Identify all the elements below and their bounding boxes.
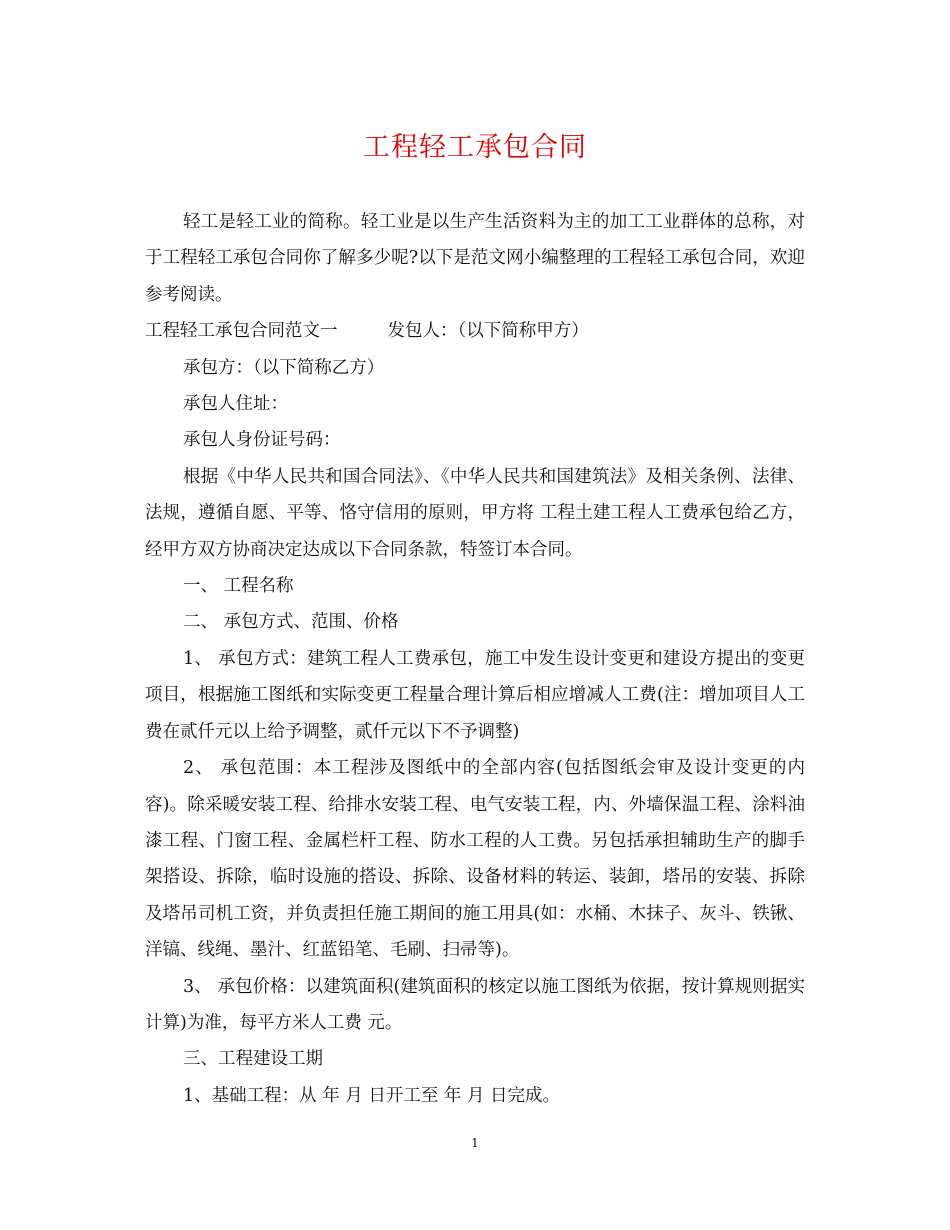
intro-paragraph: 轻工是轻工业的简称。轻工业是以生产生活资料为主的加工工业群体的总称，对于工程轻工承包合同你了解多少呢?以下是范文网小编整理的工程轻工承包合同，欢迎参考阅读。 <box>145 212 805 305</box>
contractor-line: 承包方：（以下简称乙方） <box>183 357 385 378</box>
clause-2-1: 1、 承包方式：建筑工程人工费承包，施工中发生设计变更和建设方提出的变更项目，根据施工图纸和实际变更工程量合理计算后相应增减人工费(注：增加项目人工费在贰仟元以上给予调整，贰仟元以下不予调整) <box>145 648 805 742</box>
section-heading-1: 一、 工程名称 <box>183 576 294 597</box>
clause-3-1: 1、基础工程：从 年 月 日开工至 年 月 日完成。 <box>183 1085 561 1106</box>
section-heading-3: 三、工程建设工期 <box>183 1049 323 1070</box>
contractor-id-line: 承包人身份证号码： <box>183 430 341 451</box>
contractor-address-line: 承包人住址： <box>183 394 288 415</box>
page-number: 1 <box>471 1136 479 1150</box>
document-title: 工程轻工承包合同 <box>363 132 587 163</box>
sample-heading: 工程轻工承包合同范文一 <box>145 321 338 342</box>
section-heading-2: 二、 承包方式、范围、价格 <box>183 612 399 633</box>
document-body <box>145 204 805 1114</box>
preamble-paragraph: 根据《中华人民共和国合同法》、《中华人民共和国建筑法》及相关条例、法律、法规，遵循自愿、平等、恪守信用的原则，甲方将 工程土建工程人工费承包给乙方，经甲方双方协商决定达成以下合同条款，特签订本合同。 <box>145 466 805 560</box>
clause-2-2: 2、 承包范围：本工程涉及图纸中的全部内容(包括图纸会审及设计变更的内容)。除采暖安装工程、给排水安装工程、电气安装工程，内、外墙保温工程、涂料油漆工程、门窗工程、金属栏杆工程、防水工程的人工费。另包括承担辅助生产的脚手架搭设、拆除，临时设施的搭设、拆除、设备材料的转运、装卸，塔吊的安装、拆除及塔吊司机工资，并负责担任施工期间的施工用具(如：水桶、木抹子、灰斗、铁锹、洋镐、线绳、墨汁、红蓝铅笔、毛刷、扫帚等)。 <box>145 758 805 961</box>
sample-heading-line <box>145 313 805 349</box>
clause-2-3: 3、 承包价格：以建筑面积(建筑面积的核定以施工图纸为依据，按计算规则据实计算)为准，每平方米人工费 元。 <box>145 976 805 1033</box>
employer-line: 发包人：（以下简称甲方） <box>387 321 589 342</box>
